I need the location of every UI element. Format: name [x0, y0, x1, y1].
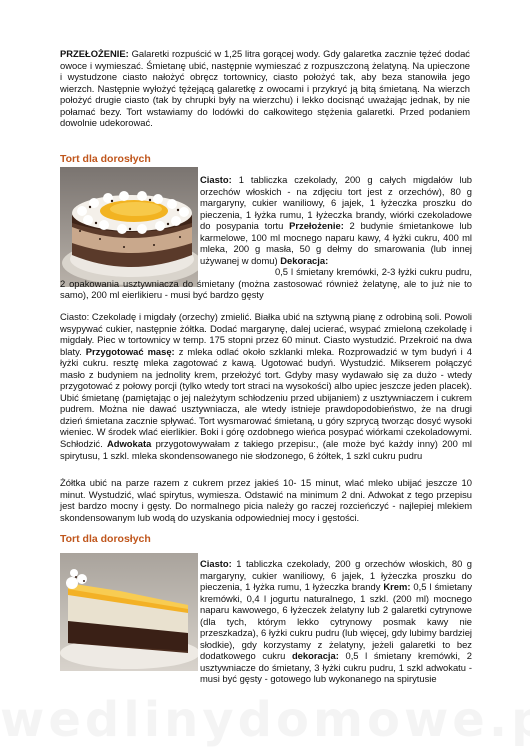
recipe1-dekoracja-continued [60, 266, 472, 301]
recipe2-dekoracja-label: dekoracja: [291, 650, 339, 662]
recipe1-adwokat-method: Żółtka ubić na parze razem z cukrem przez jakieś 10- 15 minut, wlać mleko ubijać jeszcze 10 minut. Wystudzić, wlać spirytus, wymiesza. Odstawić na minimum 2 dni. Adwokat z tego przepisu jest bardzo mocny i gęsty. Do normalnego picia należy go raczej rozcieńczyć - najlepiej mlekiem skondensowanym lub wodą do uzyskania odpowiedniej mocy i gęstości. [60, 477, 472, 523]
recipe2-ciasto-label: Ciasto: [200, 558, 232, 569]
recipe1-dekoracja-text: 0,5 l śmietany kremówki, 2-3 łyżki cukru pudru, 2 opakowania usztywniacza do śmietany (można zastosować również żelatynę, ale to już nie to samo), 200 ml eierlikieru - musi być bardzo gęsty [60, 266, 472, 301]
recipe1-method-label: Przygotować masę: [85, 345, 175, 357]
cake-photo-2 [60, 553, 198, 671]
recipe1-przelozenie-text: 2 budynie śmietankowe lub karmelowe, 100 ml mocnego naparu kawy, 4 łyżki cukru, 400 ml mleka, 200 g masła, 50 g dełmy do smarowania (lub innej używanej w domu) [200, 220, 472, 266]
recipe2-dekoracja-text: 0,5 l śmietany kremówki, 2 usztywniacze do śmietany, 3 łyżki cukru pudru, 1 szkl adwokatu - musi być gęsty - gotowego lub wykonanego na spirytusie [200, 650, 472, 685]
intro-text: Galaretki rozpuścić w 1,25 litra gorącej wody. Gdy galaretka zacznie tężeć dodać owoce i wymieszać. Śmietanę ubić, następnie wymieszać z rozpuszczoną żelatyną. Na upieczone i wystudzone ciasto nałożyć obręcz tortownicy, ciasto położyć tak, aby beza stanowiła jego wierzch. Następnie wyłożyć tężejącą galaretkę z owocami i przykryć ją bitą śmietaną. Na wierzch położyć drugie ciasto (tak by chrupki były na wierzchu) i lekko docisnąć uważając jednak, by nie połamać bezy. Tort wstawiamy do lodówki do całkowitego stężenia galaretki. Przed podaniem dowolnie udekorować. [60, 48, 470, 129]
recipe1-adwokat-text: przygotowywałam z takiego przepisu:, (ale może być każdy inny) 200 ml spirytusu, 1 szkl. mleka skondensowanego nie słodzonego, 6 żółtek, 1 szkl cukru pudru [60, 438, 472, 461]
recipe2-ingredients-wrapped [200, 558, 472, 685]
intro-paragraph [60, 48, 470, 129]
cake-image-2 [60, 553, 198, 671]
recipe1-title: Tort dla dorosłych [60, 153, 151, 165]
recipe1-method-b: z mleka odlać około szklanki mleka. Rozprowadzić w tym budyń i 4 łyżki cukru. resztę mleka zagotować z kawą. Ugotować budyń. Wystudzić. Mikserem połączyć masło z budyniem na jednolity krem, przełożyć tort. Gdyby masy wydawało się za dużo - wtedy przygotować z połowy porcji (tylko wtedy tort straci na wysokości) albo upiec jeszcze jeden placek). Ubić śmietanę (pamiętając o jej należytym schłodzeniu przed ubijaniem) z usztywniaczem i cukrem pudrem. Można nie dawać usztywniacza, ale wtedy istnieje prawdopodobieństwo, że na drugi dzień śmietana zacznie spływać. Tort wysmarować śmietaną, u góry szprycą tworząc dosyć wysoki wieniec. W środek wlać eierlikier. Boki i górę ozdobnego wieńca posypać wiórkami czekoladowymi. Schłodzić. [60, 345, 472, 450]
recipe1-ciasto-label: Ciasto: [200, 174, 232, 185]
recipe2-krem-text: 0,5 l śmietany kremówki, 0,4 l jogurtu naturalnego, 1 szkl. (200 ml) mocnego naparu kawowego, 6 łyżeczek żelatyny lub 2 galaretki cytrynowe (dla tych, którym lekko cytrynowy posmak kawy nie przeszkadza), 6 łyżki cukru pudru (lub więcej, gdy lubimy bardziej słodkie), gdy korzystamy z żelatyny, jeżeli galaretki to bez dodatkowego cukru [200, 581, 473, 662]
recipe1-ciasto-text: 1 tabliczka czekolady, 200 g całych migdałów lub orzechów włoskich - na zdjęciu tort jest z orzechów), 80 g margaryny, cukier waniliowy, 6 jajek, 1 łyżeczka proszku do pieczenia, 1 łyżka rumu, 1 łyżeczka brandy, wiórki czekoladowe do posypania tortu [200, 174, 472, 232]
intro-label: PRZEŁOŻENIE: [60, 48, 129, 59]
recipe2-title: Tort dla dorosłych [60, 533, 151, 545]
recipe1-przelozenie-label: Przełożenie: [289, 220, 344, 232]
recipe2-ciasto-text: 1 tabliczka czekolady, 200 g orzechów włoskich, 80 g margaryny, cukier waniliowy, 6 jajek, 1 łyżeczka proszku do pieczenia, 1 łyżka rumu, 1 łyżeczka brandy [200, 558, 472, 593]
recipe2-krem-label: Krem: [383, 581, 411, 593]
recipe1-method [60, 311, 472, 461]
recipe1-ingredients-wrapped [200, 174, 472, 266]
recipe1-adwokat-label: Adwokata [107, 438, 152, 450]
recipe1-method-a: Ciasto: Czekoladę i migdały (orzechy) zmielić. Białka ubić na sztywną pianę z odrobiną soli. Powoli wsypywać cukier, następnie żółtka. Dodać margarynę, dalej ucierać, wsypać zmieloną czekoladę i migdały. Piec w tortownicy w temp. 175 stopni przez 60 minut. Ciasto wystudzić. Przekroić na dwa blaty. [60, 311, 472, 357]
recipe1-dekoracja-label: Dekoracja: [280, 254, 329, 266]
site-watermark [0, 692, 530, 748]
